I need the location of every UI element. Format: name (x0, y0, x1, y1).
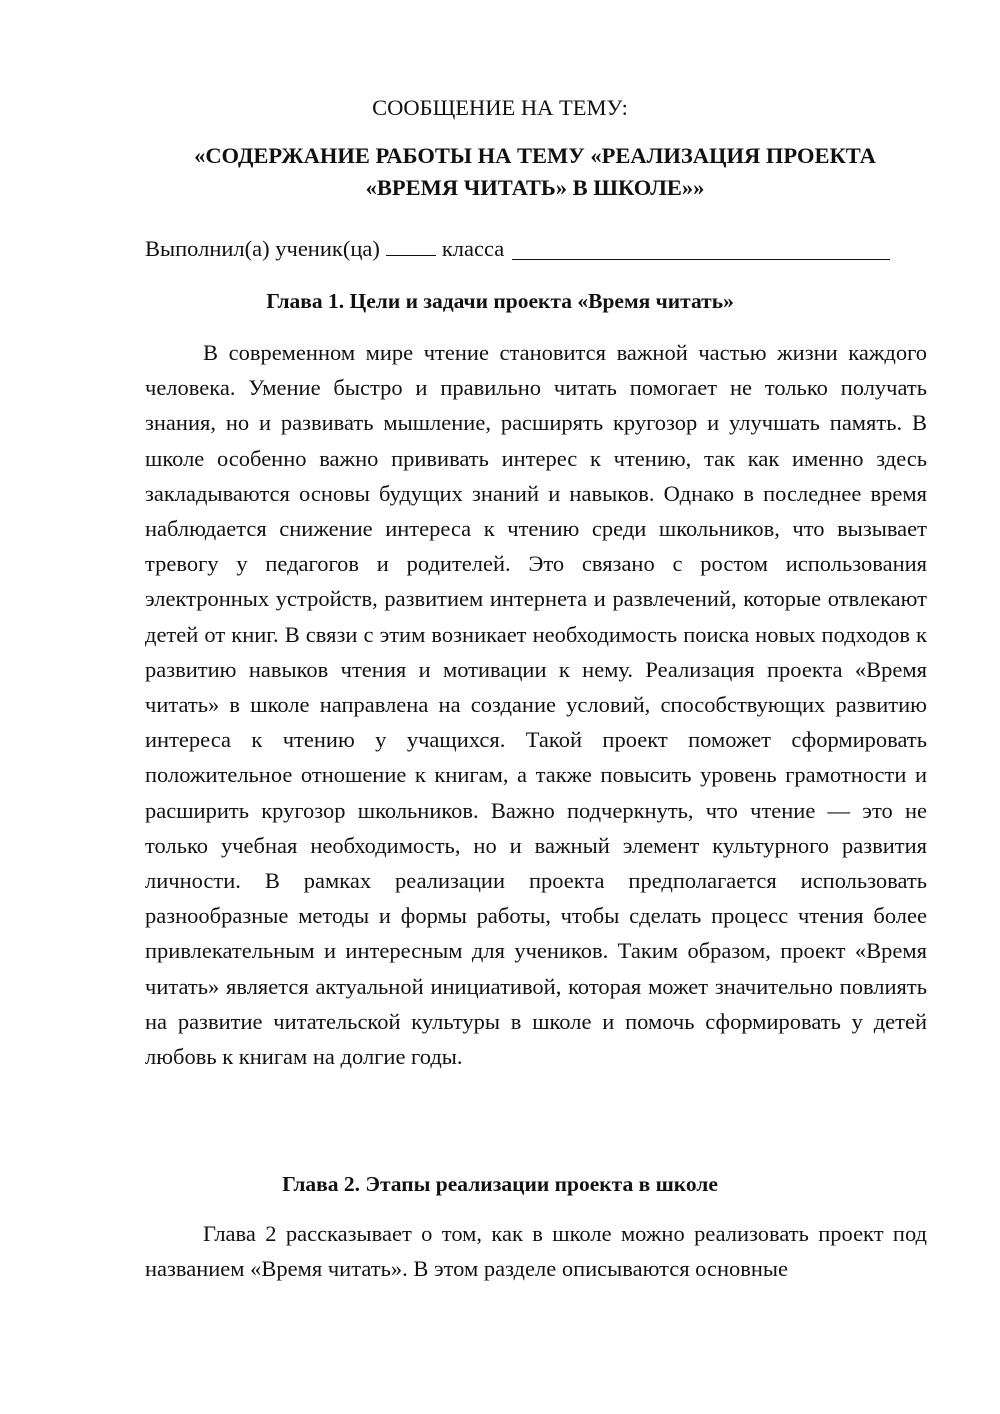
chapter-2-paragraph: Глава 2 рассказывает о том, как в школе можно реализовать проект под названием «Время читать». В этом разделе описываются основные (145, 1221, 927, 1282)
chapter-1-paragraph: В современном мире чтение становится важной частью жизни каждого человека. Умение быстро и правильно читать помогает не только получать знания, но и развивать мышление, расширять кругозор и улучшать память. В школе особенно важно прививать интерес к чтению, так как именно здесь закладываются основы будущих знаний и навыков. Однако в последнее время наблюдается снижение интереса к чтению среди школьников, что вызывает тревогу у педагогов и родителей. Это связано с ростом использования электронных устройств, развитием интернета и развлечений, которые отвлекают детей от книг. В связи с этим возникает необходимость поиска новых подходов к развитию навыков чтения и мотивации к нему. Реализация проекта «Время читать» в школе направлена на создание условий, способствующих развитию интереса к чтению у учащихся. Такой проект поможет сформировать положительное отношение к книгам, а также повысить уровень грамотности и расширить кругозор школьников. Важно подчеркнуть, что чтение — это не только учебная необходимость, но и важный элемент культурного развития личности. В рамках реализации проекта предполагается использовать разнообразные методы и формы работы, чтобы сделать процесс чтения более привлекательным и интересным для учеников. Таким образом, проект «Время читать» является актуальной инициативой, которая может значительно повлиять на развитие читательской культуры в школе и помочь сформировать у детей любовь к книгам на долгие годы. (145, 340, 927, 1070)
topic-line: СООБЩЕНИЕ НА ТЕМУ: (372, 95, 628, 120)
class-number-blank (386, 231, 436, 256)
student-name-blank (512, 235, 890, 260)
title-line-2: «ВРЕМЯ ЧИТАТЬ» В ШКОЛЕ»» (365, 175, 705, 200)
author-label: Выполнил(а) ученик(ца) (145, 236, 380, 261)
chapter-2-heading: Глава 2. Этапы реализации проекта в школе (282, 1172, 718, 1196)
author-line (145, 231, 935, 265)
title-line-1: «СОДЕРЖАНИЕ РАБОТЫ НА ТЕМУ «РЕАЛИЗАЦИЯ ПРОЕКТА (194, 143, 876, 168)
document-title (145, 140, 925, 204)
chapter-1-heading: Глава 1. Цели и задачи проекта «Время читать» (266, 289, 734, 313)
class-label: класса (441, 236, 505, 261)
